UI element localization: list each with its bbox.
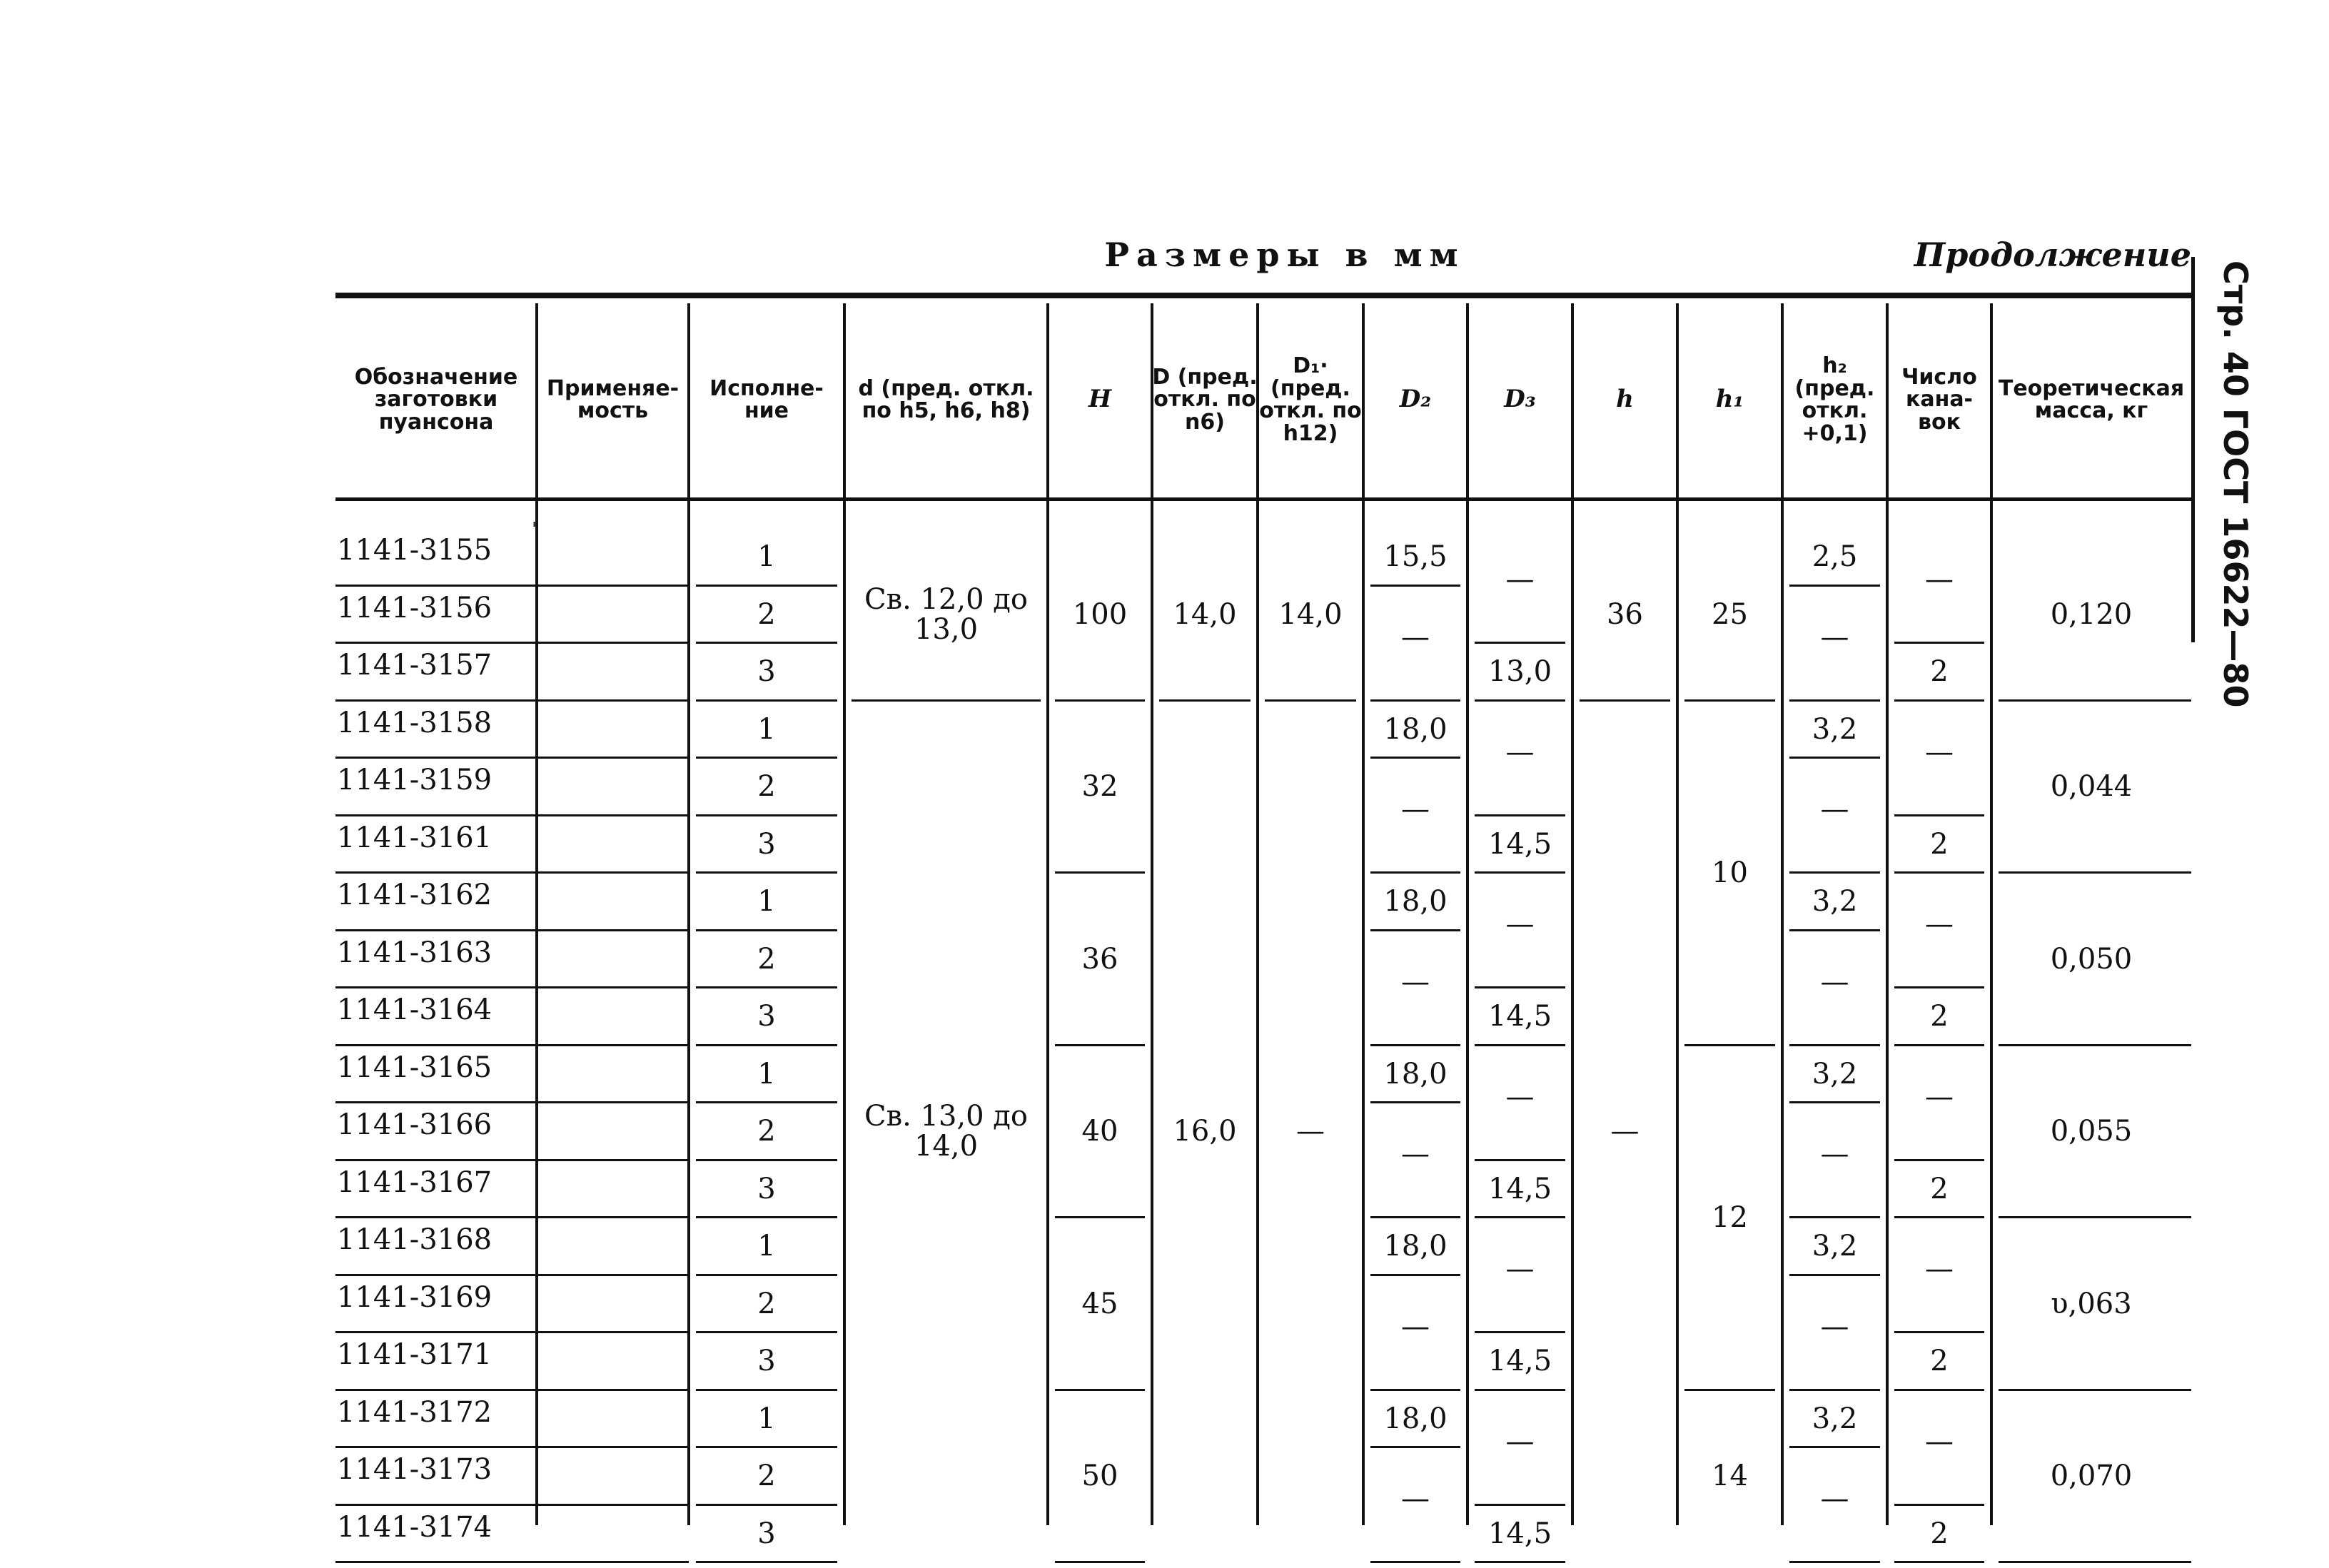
D-value-1: 14,0 xyxy=(1173,597,1237,631)
h1-divider xyxy=(1684,699,1775,702)
row-code: 1141-3163 xyxy=(337,936,492,969)
h2-value: 3,2 xyxy=(1812,1402,1858,1435)
row-version: 3 xyxy=(757,827,776,861)
row-code: 1141-3157 xyxy=(337,649,492,682)
D3-bottom xyxy=(1475,699,1565,702)
grooves-bottom xyxy=(1894,699,1984,702)
grooves-bottom xyxy=(1894,1561,1984,1563)
document-header xyxy=(335,236,2191,300)
h1-divider xyxy=(1684,1044,1775,1046)
h2-dash: — xyxy=(1820,793,1849,826)
row-version: 3 xyxy=(757,1172,776,1205)
row-version: 1 xyxy=(757,1402,776,1435)
h2-value: 3,2 xyxy=(1812,885,1858,919)
grooves-value: 2 xyxy=(1930,827,1949,861)
D3-value: 14,5 xyxy=(1487,1172,1552,1205)
D2-value: 18,0 xyxy=(1383,1230,1448,1263)
h2-bottom xyxy=(1789,1561,1880,1563)
H-value: 45 xyxy=(1081,1287,1118,1320)
mass-divider xyxy=(1999,1561,2191,1563)
D2-underline xyxy=(1370,757,1460,759)
D3-value: 14,5 xyxy=(1487,1345,1552,1378)
H-divider xyxy=(1055,1561,1145,1563)
header-D1: D₁· (пред. откл. по h12) xyxy=(1259,353,1362,446)
D2-dash: — xyxy=(1401,965,1430,998)
mass-value: 0,120 xyxy=(2050,597,2133,631)
h1-value-1: 25 xyxy=(1712,597,1748,631)
d-range-1: Св. 12,0 до 13,0 xyxy=(864,582,1029,646)
d-divider xyxy=(852,699,1041,702)
row-code: 1141-3174 xyxy=(337,1510,492,1544)
D3-dash: — xyxy=(1505,735,1535,769)
row-version: 3 xyxy=(757,655,776,689)
h2-underline xyxy=(1789,585,1880,587)
mass-value: 0,070 xyxy=(2050,1460,2133,1493)
h2-value: 3,2 xyxy=(1812,1230,1858,1263)
row-underline xyxy=(335,1504,689,1506)
D3-value: 14,5 xyxy=(1487,1000,1552,1033)
grooves-value: 2 xyxy=(1930,1345,1949,1378)
D2-value: 15,5 xyxy=(1383,540,1448,574)
D3-bottom xyxy=(1475,871,1565,874)
row-underline xyxy=(335,1274,689,1276)
h1-value-2: 10 xyxy=(1712,856,1748,889)
row-underline xyxy=(335,1101,689,1103)
h2-value: 2,5 xyxy=(1812,540,1858,574)
row-code: 1141-3158 xyxy=(337,706,492,739)
D3-bottom xyxy=(1475,1216,1565,1218)
header-h: h xyxy=(1616,385,1634,414)
grooves-bottom xyxy=(1894,1389,1984,1391)
header-d: d (пред. откл. по h5, h6, h8) xyxy=(858,375,1034,423)
h2-value: 3,2 xyxy=(1812,712,1858,746)
row-code: 1141-3155 xyxy=(337,534,492,567)
D3-dash: — xyxy=(1505,1253,1535,1286)
version-underline xyxy=(696,1561,837,1563)
D2-underline xyxy=(1370,585,1460,587)
h2-underline xyxy=(1789,1101,1880,1103)
row-version: 1 xyxy=(757,1230,776,1263)
D2-dash: — xyxy=(1401,620,1430,654)
mass-value: 0,044 xyxy=(2050,770,2133,804)
row-code: 1141-3162 xyxy=(337,879,492,911)
h-divider xyxy=(1580,699,1670,702)
H-value: 32 xyxy=(1081,770,1118,804)
grooves-value: 2 xyxy=(1930,1172,1949,1205)
h-value-2: — xyxy=(1610,1115,1640,1148)
column-divider xyxy=(535,303,538,1525)
row-underline xyxy=(335,814,689,816)
row-underline xyxy=(335,585,689,587)
grooves-dash: — xyxy=(1925,1080,1954,1113)
h2-underline xyxy=(1789,1274,1880,1276)
row-version: 1 xyxy=(757,712,776,746)
D3-bottom xyxy=(1475,1561,1565,1563)
row-underline xyxy=(335,1446,689,1448)
row-version: 1 xyxy=(757,885,776,919)
D2-underline xyxy=(1370,1101,1460,1103)
mass-value: 0,050 xyxy=(2050,942,2133,976)
h1-divider xyxy=(1684,1389,1775,1391)
H-value: 100 xyxy=(1072,597,1128,631)
grooves-dash: — xyxy=(1925,735,1954,769)
row-version: 3 xyxy=(757,1517,776,1550)
row-code: 1141-3161 xyxy=(337,821,492,854)
D2-dash: — xyxy=(1401,1310,1430,1343)
row-underline xyxy=(335,1216,689,1218)
D1-divider xyxy=(1265,699,1356,702)
D3-value: 14,5 xyxy=(1487,827,1552,861)
row-code: 1141-3156 xyxy=(337,591,492,624)
d-range-2: Св. 13,0 до 14,0 xyxy=(864,1100,1029,1163)
H-value: 36 xyxy=(1081,942,1118,976)
row-underline xyxy=(335,986,689,988)
grooves-dash: — xyxy=(1925,1253,1954,1286)
header-h1: h₁ xyxy=(1715,385,1744,414)
grooves-bottom xyxy=(1894,1216,1984,1218)
D1-value-2: — xyxy=(1296,1115,1325,1148)
header-applicability: Применяе- мость xyxy=(546,375,679,423)
row-version: 2 xyxy=(757,1287,776,1320)
row-code: 1141-3171 xyxy=(337,1338,492,1371)
header-bottom-rule xyxy=(335,497,2191,501)
D2-value: 18,0 xyxy=(1383,1402,1448,1435)
h2-dash: — xyxy=(1820,1482,1849,1516)
D2-bottom xyxy=(1370,1561,1460,1563)
row-code: 1141-3167 xyxy=(337,1165,492,1199)
D2-value: 18,0 xyxy=(1383,885,1448,919)
D3-dash: — xyxy=(1505,908,1535,941)
header-H: H xyxy=(1088,385,1112,414)
row-version: 1 xyxy=(757,540,776,574)
caption-dimensions: Размеры в мм xyxy=(1104,236,1465,274)
D-divider xyxy=(1159,699,1251,702)
H-value: 50 xyxy=(1081,1460,1118,1493)
D2-dash: — xyxy=(1401,1482,1430,1516)
D2-dash: — xyxy=(1401,1138,1430,1171)
h1-value-3: 12 xyxy=(1712,1201,1748,1234)
D3-bottom xyxy=(1475,1044,1565,1046)
D3-value: 14,5 xyxy=(1487,1517,1552,1550)
grooves-value: 2 xyxy=(1930,1000,1949,1033)
H-value: 40 xyxy=(1081,1115,1118,1148)
header-version: Исполне- ние xyxy=(709,375,824,423)
row-code: 1141-3166 xyxy=(337,1108,492,1141)
row-underline xyxy=(335,1159,689,1161)
D2-value: 18,0 xyxy=(1383,1057,1448,1091)
grooves-dash: — xyxy=(1925,908,1954,941)
h2-dash: — xyxy=(1820,1138,1849,1171)
header-D3: D₃ xyxy=(1504,385,1536,414)
row-code: 1141-3169 xyxy=(337,1280,492,1314)
h2-underline xyxy=(1789,757,1880,759)
D3-dash: — xyxy=(1505,1425,1535,1458)
row-underline xyxy=(335,1389,689,1391)
D3-dash: — xyxy=(1505,1080,1535,1113)
row-version: 3 xyxy=(757,1000,776,1033)
header-mass: Теоретическая масса, кг xyxy=(1998,375,2185,423)
table-top-rule xyxy=(335,293,2191,298)
D2-underline xyxy=(1370,1446,1460,1448)
header-D2: D₂ xyxy=(1399,385,1432,414)
grooves-dash: — xyxy=(1925,563,1954,597)
h1-value-4: 14 xyxy=(1712,1460,1748,1493)
D3-dash: — xyxy=(1505,563,1535,597)
grooves-dash: — xyxy=(1925,1425,1954,1458)
h2-underline xyxy=(1789,929,1880,931)
row-underline xyxy=(335,1331,689,1333)
row-version: 2 xyxy=(757,1460,776,1493)
row-version: 1 xyxy=(757,1057,776,1091)
h2-dash: — xyxy=(1820,620,1849,654)
row-underline xyxy=(335,929,689,931)
header-D: D (пред. откл. по n6) xyxy=(1152,364,1258,435)
row-code: 1141-3159 xyxy=(337,764,492,796)
row-underline xyxy=(335,1561,689,1563)
h-value-1: 36 xyxy=(1607,597,1643,631)
row-version: 3 xyxy=(757,1345,776,1378)
row-underline xyxy=(335,757,689,759)
D2-dash: — xyxy=(1401,793,1430,826)
h2-dash: — xyxy=(1820,965,1849,998)
D-value-2: 16,0 xyxy=(1173,1115,1237,1148)
mass-value: 0,055 xyxy=(2050,1115,2133,1148)
stray-mark: ' xyxy=(532,519,537,540)
D3-bottom xyxy=(1475,1389,1565,1391)
h2-value: 3,2 xyxy=(1812,1057,1858,1091)
header-designation: Обозначение заготовки пуансона xyxy=(354,364,518,435)
header-h2: h₂ (пред. откл. +0,1) xyxy=(1794,353,1875,446)
page-number-label: Стр. 40 ГОСТ 16622—80 xyxy=(2216,261,2255,708)
D2-underline xyxy=(1370,929,1460,931)
grooves-value: 2 xyxy=(1930,655,1949,689)
row-version: 2 xyxy=(757,770,776,804)
mass-value: υ,063 xyxy=(2051,1287,2132,1320)
row-underline xyxy=(335,871,689,874)
row-version: 2 xyxy=(757,942,776,976)
D1-value-1: 14,0 xyxy=(1278,597,1343,631)
grooves-bottom xyxy=(1894,1044,1984,1046)
row-version: 2 xyxy=(757,597,776,631)
header-grooves: Число кана- вок xyxy=(1901,364,1977,435)
D2-underline xyxy=(1370,1274,1460,1276)
h2-dash: — xyxy=(1820,1310,1849,1343)
grooves-value: 2 xyxy=(1930,1517,1949,1550)
grooves-bottom xyxy=(1894,871,1984,874)
row-code: 1141-3165 xyxy=(337,1051,492,1084)
row-underline xyxy=(335,699,689,702)
row-underline xyxy=(335,1044,689,1046)
continuation-label: Продолжение xyxy=(1914,236,2191,274)
row-code: 1141-3164 xyxy=(337,993,492,1026)
row-version: 2 xyxy=(757,1115,776,1148)
row-underline xyxy=(335,642,689,644)
h2-underline xyxy=(1789,1446,1880,1448)
row-code: 1141-3172 xyxy=(337,1395,492,1429)
row-code: 1141-3168 xyxy=(337,1223,492,1256)
D2-value: 18,0 xyxy=(1383,712,1448,746)
D3-value: 13,0 xyxy=(1487,655,1552,689)
row-code: 1141-3173 xyxy=(337,1453,492,1486)
